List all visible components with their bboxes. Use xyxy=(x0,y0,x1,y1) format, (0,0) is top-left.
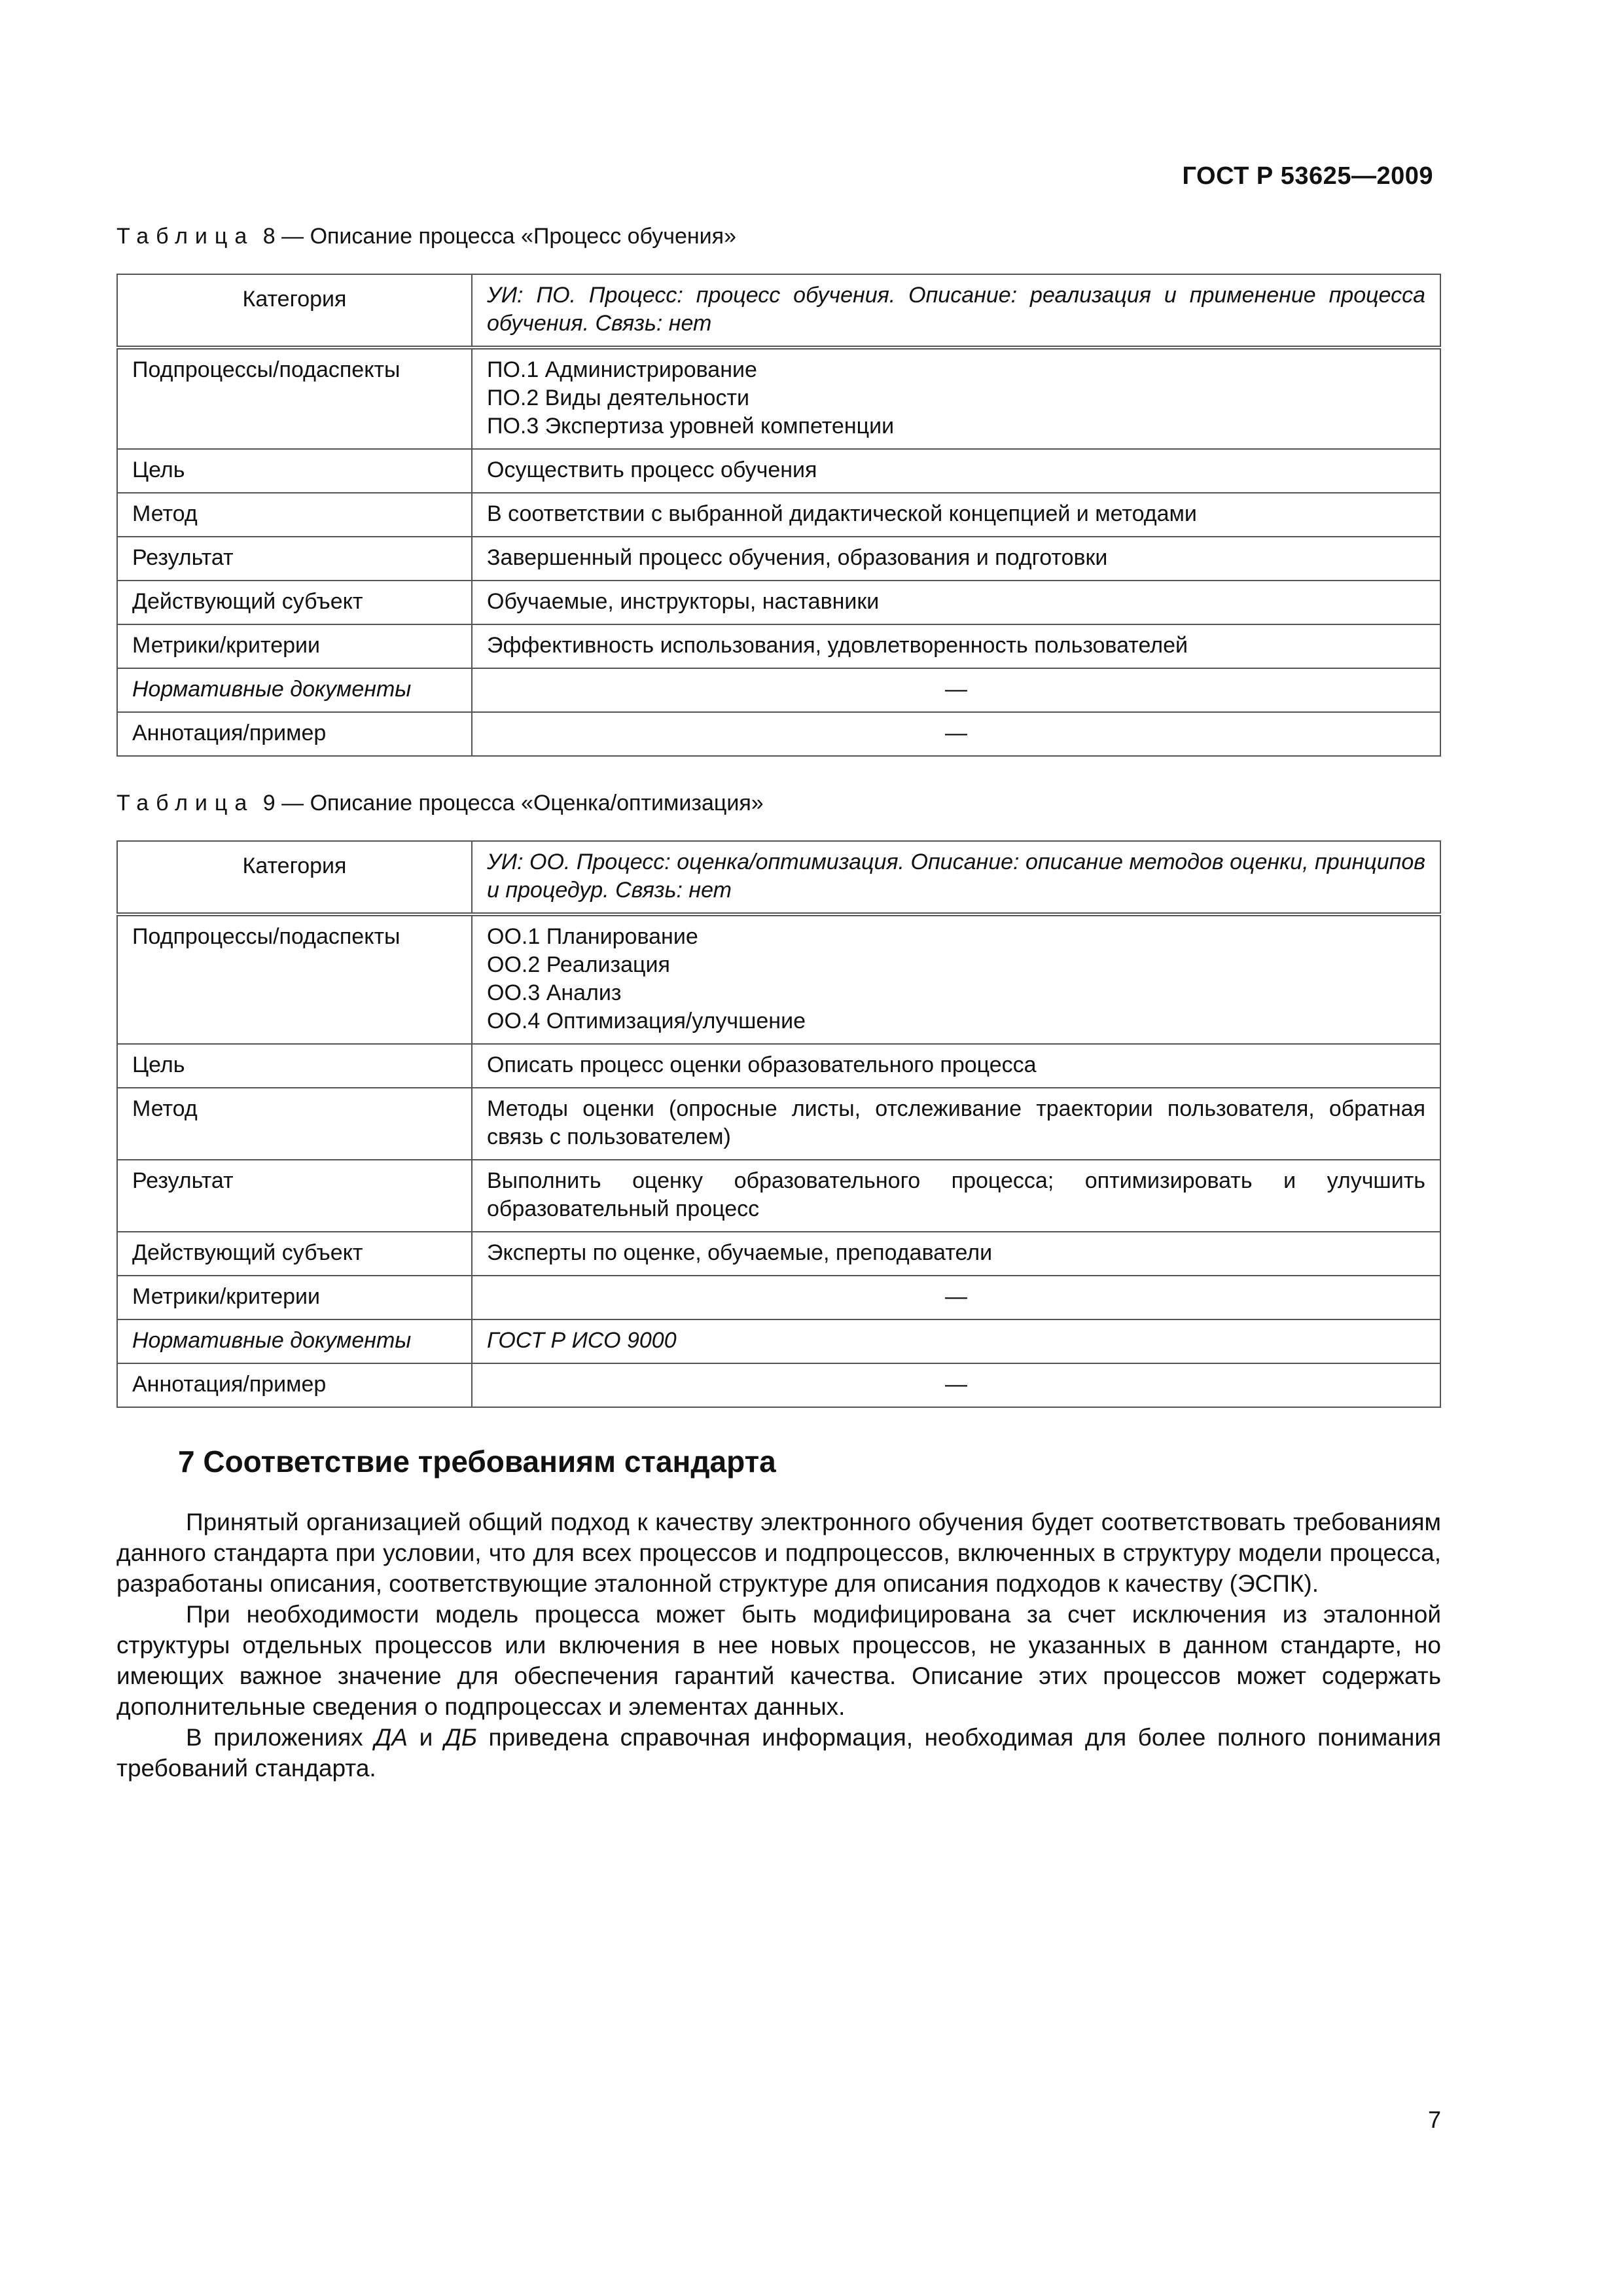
list-item: ПО.2 Виды деятельности xyxy=(487,386,750,410)
row-label: Результат xyxy=(117,1160,472,1232)
row-value: ГОСТ Р ИСО 9000 xyxy=(472,1319,1440,1363)
table-row xyxy=(117,1044,1440,1088)
page-number: 7 xyxy=(1427,2106,1441,2133)
table9-caption-prefix: Таблица xyxy=(116,791,255,816)
row-label: Цель xyxy=(117,1044,472,1088)
table9-caption-text: 9 — Описание процесса «Оценка/оптимизация» xyxy=(262,791,764,816)
row-value: Выполнить оценку образовательного процесса; оптимизировать и улучшить образовательный процесс xyxy=(472,1160,1440,1232)
table8-caption-text: 8 — Описание процесса «Процесс обучения» xyxy=(262,224,736,249)
table-row xyxy=(117,1319,1440,1363)
table9-header-value: УИ: ОО. Процесс: оценка/оптимизация. Описание: описание методов оценки, принципов и процедур. Связь: нет xyxy=(472,841,1440,914)
table-row xyxy=(117,914,1440,1044)
document-code-header: ГОСТ Р 53625—2009 xyxy=(1182,162,1433,190)
row-value: Обучаемые, инструкторы, наставники xyxy=(472,581,1440,624)
table-row xyxy=(117,348,1440,449)
table9 xyxy=(116,840,1441,1408)
row-value: Описать процесс оценки образовательного процесса xyxy=(472,1044,1440,1088)
table-row xyxy=(117,624,1440,668)
section-title: 7 Соответствие требованиям стандарта xyxy=(178,1444,776,1479)
row-label: Действующий субъект xyxy=(117,1232,472,1276)
table-row xyxy=(117,581,1440,624)
paragraph-3-start: В приложениях xyxy=(186,1724,363,1751)
paragraph-3 xyxy=(116,1722,1441,1784)
table-row xyxy=(117,1088,1440,1160)
row-label: Нормативные документы xyxy=(117,1319,472,1363)
list-item: ПО.3 Экспертиза уровней компетенции xyxy=(487,414,895,439)
list-item: ОО.2 Реализация xyxy=(487,952,670,977)
table9-header-row xyxy=(117,841,1440,914)
appendix-da-ref: ДА xyxy=(374,1724,408,1751)
row-label: Цель xyxy=(117,449,472,493)
row-value: — xyxy=(472,668,1440,712)
row-label: Метод xyxy=(117,493,472,537)
row-label: Метрики/критерии xyxy=(117,624,472,668)
row-value xyxy=(472,348,1440,449)
table-row xyxy=(117,449,1440,493)
table8-header-value: УИ: ПО. Процесс: процесс обучения. Описание: реализация и применение процесса обучения. Связь: нет xyxy=(472,274,1440,348)
table8 xyxy=(116,274,1441,757)
table-row xyxy=(117,1363,1440,1407)
table-row xyxy=(117,712,1440,756)
table-row xyxy=(117,1276,1440,1319)
list-item: ОО.1 Планирование xyxy=(487,924,698,949)
table-row xyxy=(117,493,1440,537)
row-value xyxy=(472,914,1440,1044)
row-value: Завершенный процесс обучения, образования и подготовки xyxy=(472,537,1440,581)
row-label: Аннотация/пример xyxy=(117,1363,472,1407)
list-item: ОО.3 Анализ xyxy=(487,980,622,1005)
paragraph-2: При необходимости модель процесса может быть модифицирована за счет исключения из эталонной структуры отдельных процессов или включения в нее новых процессов, не указанных в данном стандарте, но имеющих важное значение для обеспечения гарантий качества. Описание этих процессов может содержать дополнительные сведения о подпроцессах и элементах данных. xyxy=(116,1601,1441,1720)
row-label: Метод xyxy=(117,1088,472,1160)
paragraph-3-end: приведена справочная информация, необходимая для более полного понимания требований стандарта. xyxy=(116,1724,1442,1782)
table-row xyxy=(117,1160,1440,1232)
table-row xyxy=(117,537,1440,581)
paragraph-1: Принятый организацией общий подход к качеству электронного обучения будет соответствовать требованиям данного стандарта при условии, что для всех процессов и подпроцессов, включенных в структуру модели процесса, разработаны описания, соответствующие эталонной структуре для описания подходов к качеству (ЭСПК). xyxy=(116,1509,1441,1597)
list-item: ОО.4 Оптимизация/улучшение xyxy=(487,1009,806,1033)
table-row xyxy=(117,668,1440,712)
row-value: Методы оценки (опросные листы, отслеживание траектории пользователя, обратная связь с пользователем) xyxy=(472,1088,1440,1160)
table8-header-row xyxy=(117,274,1440,348)
row-label: Подпроцессы/подаспекты xyxy=(117,348,472,449)
row-label: Нормативные документы xyxy=(117,668,472,712)
row-value: Эксперты по оценке, обучаемые, преподаватели xyxy=(472,1232,1440,1276)
table9-header-label: Категория xyxy=(117,841,472,914)
row-value: — xyxy=(472,1276,1440,1319)
row-value: Эффективность использования, удовлетворенность пользователей xyxy=(472,624,1440,668)
table8-header-label: Категория xyxy=(117,274,472,348)
row-value: — xyxy=(472,1363,1440,1407)
row-value: В соответствии с выбранной дидактической концепцией и методами xyxy=(472,493,1440,537)
row-label: Аннотация/пример xyxy=(117,712,472,756)
table8-caption-prefix: Таблица xyxy=(116,224,255,249)
row-label: Подпроцессы/подаспекты xyxy=(117,914,472,1044)
table-row xyxy=(117,1232,1440,1276)
table8-caption xyxy=(116,224,736,249)
appendix-db-ref: ДБ xyxy=(444,1724,477,1751)
row-label: Результат xyxy=(117,537,472,581)
row-label: Метрики/критерии xyxy=(117,1276,472,1319)
paragraph-3-and: и xyxy=(419,1724,433,1751)
row-label: Действующий субъект xyxy=(117,581,472,624)
section-body xyxy=(116,1507,1441,1784)
row-value: Осуществить процесс обучения xyxy=(472,449,1440,493)
list-item: ПО.1 Администрирование xyxy=(487,357,757,382)
table9-caption xyxy=(116,791,764,816)
row-value: — xyxy=(472,712,1440,756)
